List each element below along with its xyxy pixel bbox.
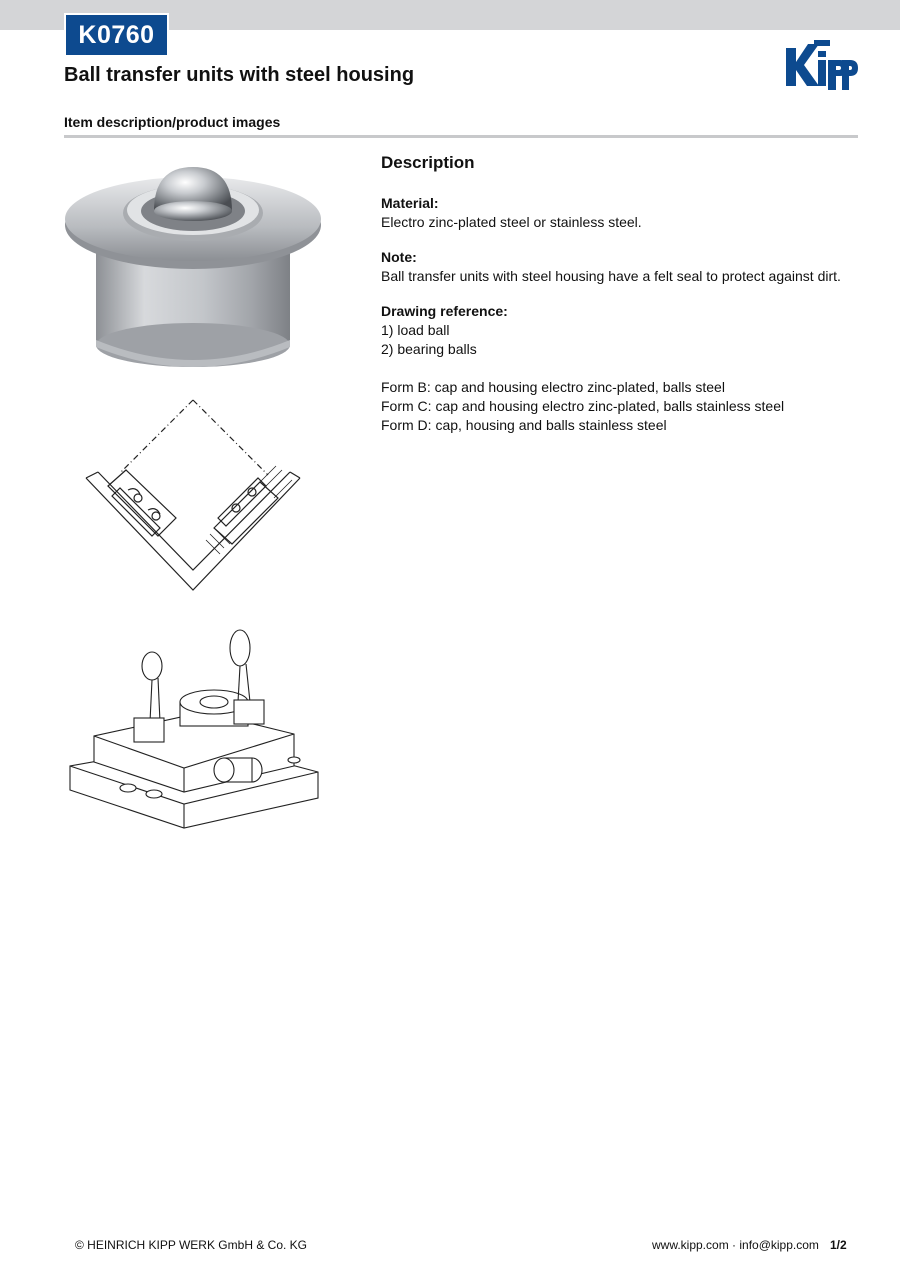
item-code-badge — [64, 13, 169, 57]
kipp-logo — [784, 38, 858, 92]
page-title: Ball transfer units with steel housing — [64, 64, 415, 86]
page-number: 1/2 — [830, 1238, 847, 1252]
application-example — [64, 622, 322, 832]
section-divider — [64, 135, 858, 138]
drawing-reference-label: Drawing reference: — [381, 303, 508, 319]
material-text: Electro zinc-plated steel or stainless steel. — [381, 214, 642, 230]
drawing-item: 2) bearing balls — [381, 341, 477, 357]
section-label: Item description/product images — [64, 114, 281, 130]
footer-copyright: © HEINRICH KIPP WERK GmbH & Co. KG — [75, 1238, 307, 1252]
item-code: K0760 — [66, 15, 167, 55]
form-item: Form D: cap, housing and balls stainless steel — [381, 417, 667, 433]
drawing-item: 1) load ball — [381, 322, 450, 338]
description-heading: Description — [381, 153, 475, 172]
form-item: Form B: cap and housing electro zinc-plated, balls steel — [381, 379, 725, 395]
drawing-reference — [64, 378, 322, 616]
description-panel — [381, 152, 861, 435]
footer-contact[interactable]: www.kipp.com · info@kipp.com — [652, 1238, 819, 1252]
product-photo — [64, 155, 322, 373]
note-text: Ball transfer units with steel housing have a felt seal to protect against dirt. — [381, 268, 841, 284]
form-item: Form C: cap and housing electro zinc-plated, balls stainless steel — [381, 398, 785, 414]
material-label: Material: — [381, 195, 439, 211]
note-label: Note: — [381, 249, 417, 265]
